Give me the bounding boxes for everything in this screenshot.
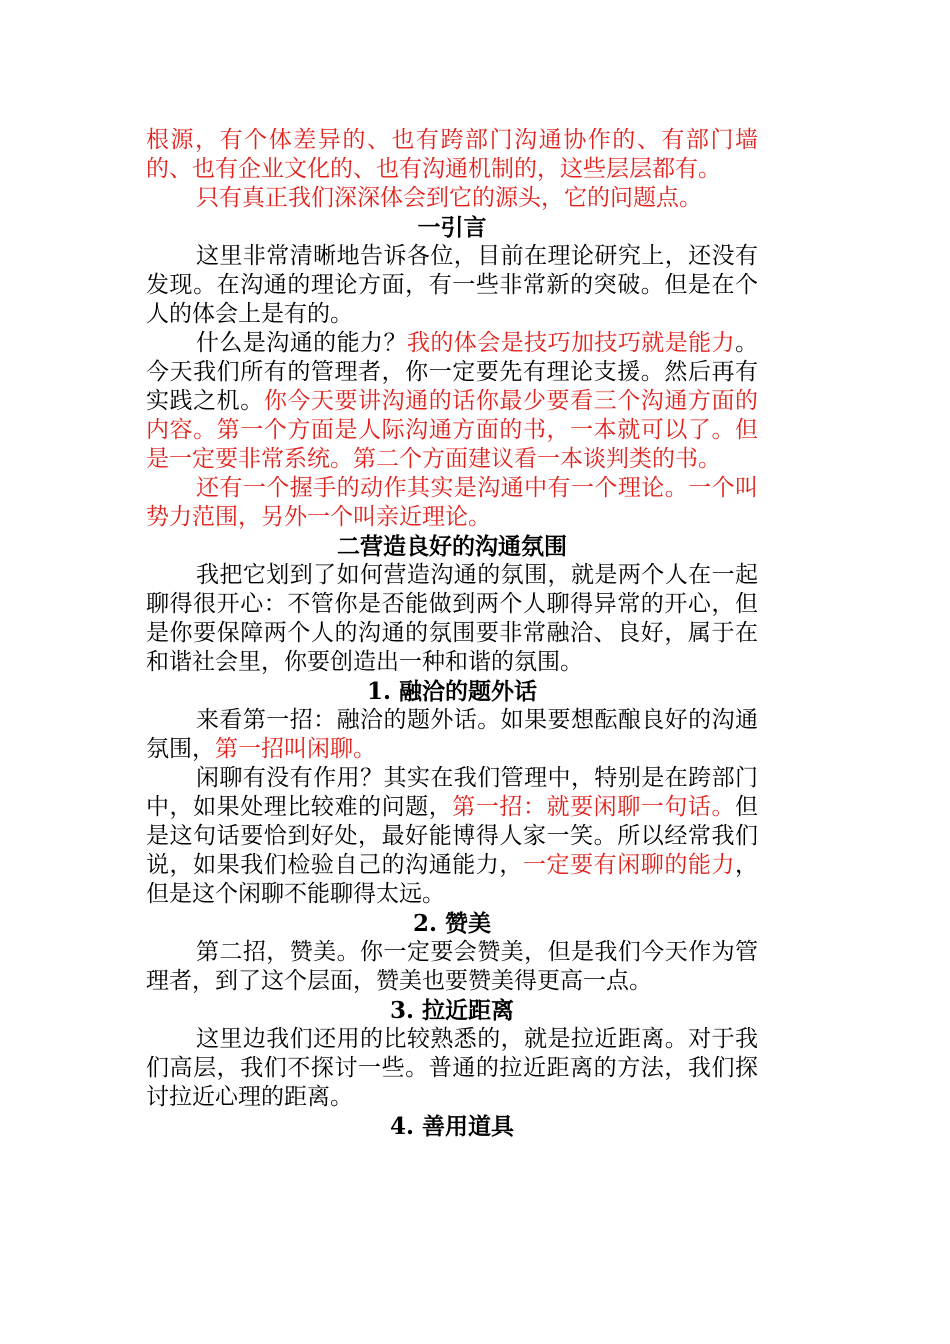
- heading-section-2: 2. 赞美: [412, 910, 492, 937]
- heading-section-1: 1. 融洽的题外话: [366, 678, 538, 705]
- text: 。今天我们所有的管理者，你一定要先有理论支援。然后再有实践之机。: [146, 330, 759, 414]
- heading-atmosphere: 二营造良好的沟通氛围: [337, 533, 567, 560]
- red-text: 第一招：就要闲聊一句话。: [452, 794, 736, 820]
- red-text: 一定要有闲聊的能力: [522, 852, 736, 878]
- paragraph-intro-1: 这里非常清晰地告诉各位，目前在理论研究上，还没有发现。在沟通的理论方面，有一些非常新的突破。但是在个人的体会上是有的。: [146, 243, 758, 327]
- heading-section-3: 3. 拉近距离: [389, 997, 515, 1024]
- red-text: 还有一个握手的动作其实是沟通中有一个理论。一个叫势力范围，另外一个叫亲近理论。: [146, 475, 758, 530]
- red-text: 第一招叫闲聊。: [215, 736, 376, 762]
- paragraph-source: [146, 184, 758, 213]
- red-text: 只有真正我们深深体会到它的源头，它的问题点。: [196, 185, 702, 211]
- heading-intro: 一引言: [417, 214, 487, 241]
- text: 来看第一招：融洽的题外话。如果要想酝酿良好的沟通氛围，: [146, 707, 758, 762]
- red-text: 我的体会是技巧加技巧就是能力: [406, 330, 736, 356]
- document-body: [146, 126, 758, 1141]
- text: 但是这句话要恰到好处，最好能博得人家一笑。所以经常我们说，如果我们检验自己的沟通能力，: [146, 794, 759, 878]
- paragraph-section3: 这里边我们还用的比较熟悉的，就是拉近距离。对于我们高层，我们不探讨一些。普通的拉近距离的方法，我们探讨拉近心理的距离。: [146, 1026, 758, 1110]
- text: ，但是这个闲聊不能聊得太远。: [146, 852, 759, 907]
- paragraph-section2: 第二招，赞美。你一定要会赞美，但是我们今天作为管理者，到了这个层面，赞美也要赞美得更高一点。: [146, 939, 758, 994]
- paragraph-roots: [146, 126, 758, 184]
- text: 什么是沟通的能力？: [196, 330, 407, 356]
- paragraph-atmosphere: 我把它划到了如何营造沟通的氛围，就是两个人在一起聊得很开心：不管你是否能做到两个人聊得异常的开心，但是你要保障两个人的沟通的氛围要非常融洽、良好，属于在和谐社会里，你要创造出一种和谐的氛围。: [146, 562, 758, 675]
- paragraph-intro-2: [146, 329, 758, 474]
- text: 闲聊有没有作用？其实在我们管理中，特别是在跨部门中，如果处理比较难的问题，: [146, 765, 758, 820]
- heading-section-4: 4. 善用道具: [389, 1113, 515, 1140]
- red-text: 根源，有个体差异的、也有跨部门沟通协作的、有部门墙的、也有企业文化的、也有沟通机制的，这些层层都有。: [146, 127, 758, 182]
- paragraph-intro-3: [146, 474, 758, 532]
- paragraph-section1-2: [146, 764, 758, 909]
- red-text: 你今天要讲沟通的话你最少要看三个沟通方面的内容。第一个方面是人际沟通方面的书，一本就可以了。但是一定要非常系统。第二个方面建议看一本谈判类的书。: [146, 388, 759, 472]
- paragraph-section1-1: [146, 706, 758, 764]
